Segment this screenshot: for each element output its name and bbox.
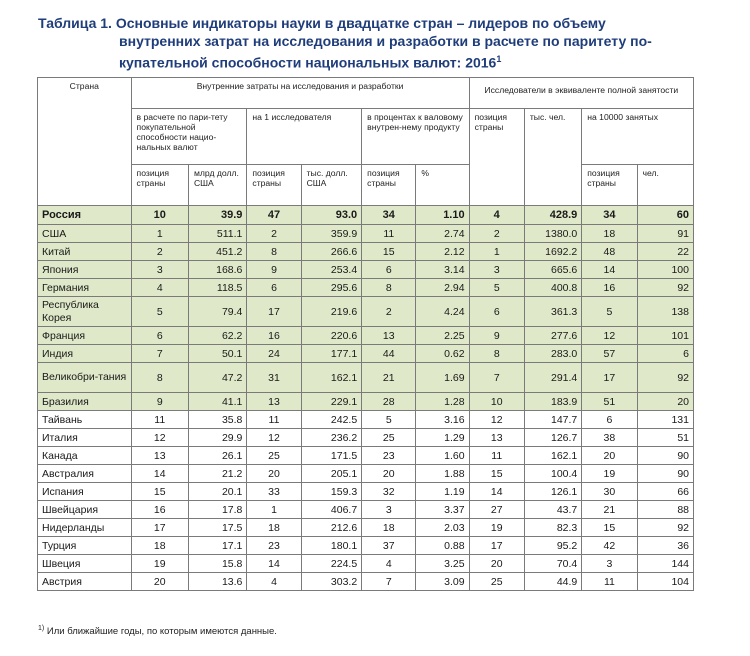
title-line-1: Таблица 1. Основные индикаторы науки в двадцатке стран – лидеров по объему xyxy=(38,15,606,31)
table-row: Китай 2 451.2 8 266.6 15 2.12 1 1692.2 48 22 xyxy=(38,243,694,261)
table-row: Италия 12 29.9 12 236.2 25 1.29 13 126.7 38 51 xyxy=(38,429,694,447)
header-ppp: в расчете по пари-тету покупательной способности нацио-нальных валют xyxy=(131,109,247,165)
table-row: Нидерланды 17 17.5 18 212.6 18 2.03 19 82.3 15 92 xyxy=(38,519,694,537)
title-label: Таблица 1. xyxy=(38,15,112,31)
header-per-pos: позиция страны xyxy=(247,165,301,206)
header-researchers-thousand: тыс. чел. xyxy=(524,109,581,206)
country-cell: Австралия xyxy=(38,465,132,483)
header-emp-pos: позиция страны xyxy=(582,165,637,206)
country-cell: Индия xyxy=(38,345,132,363)
title-line-3: купательной способности национальных валют: 2016$^1$ xyxy=(119,54,502,71)
header-percent: % xyxy=(416,165,469,206)
country-cell: Канада xyxy=(38,447,132,465)
header-per-10000: на 10000 занятых xyxy=(582,109,694,165)
table-row: Бразилия 9 41.1 13 229.1 28 1.28 10 183.9 51 20 xyxy=(38,393,694,411)
indicators-table xyxy=(37,77,694,591)
table-row: Республика Корея 5 79.4 17 219.6 2 4.24 6 361.3 5 138 xyxy=(38,297,694,327)
header-country: Страна xyxy=(38,78,132,206)
country-cell: Россия xyxy=(38,206,132,225)
table-row: Россия 10 39.9 47 93.0 34 1.10 4 428.9 34 60 xyxy=(38,206,694,225)
header-researchers-pos: позиция страны xyxy=(469,109,524,206)
country-cell: Республика Корея xyxy=(38,297,132,327)
footnote: $^{1)}$ Или ближайшие годы, по которым имеются данные. xyxy=(38,625,277,638)
header-exp-pos: позиция страны xyxy=(131,165,188,206)
header-researchers-group: Исследователи в эквиваленте полной занятости xyxy=(469,78,693,109)
country-cell: Швеция xyxy=(38,555,132,573)
header-pct-gdp: в процентах к валовому внутрен-нему продукту xyxy=(362,109,469,165)
country-cell: Нидерланды xyxy=(38,519,132,537)
header-bln-usd: млрд долл. США xyxy=(188,165,246,206)
country-cell: Бразилия xyxy=(38,393,132,411)
country-cell: США xyxy=(38,225,132,243)
table-row: Тайвань 11 35.8 11 242.5 5 3.16 12 147.7 6 131 xyxy=(38,411,694,429)
country-cell: Германия xyxy=(38,279,132,297)
country-cell: Китай xyxy=(38,243,132,261)
country-cell: Япония xyxy=(38,261,132,279)
table-row: Великобри-тания 8 47.2 31 162.1 21 1.69 7 291.4 17 92 xyxy=(38,363,694,393)
country-cell: Великобри-тания xyxy=(38,363,132,393)
table-row: Канада 13 26.1 25 171.5 23 1.60 11 162.1 20 90 xyxy=(38,447,694,465)
header-expenditure-group: Внутренние затраты на исследования и разработки xyxy=(131,78,469,109)
country-cell: Австрия xyxy=(38,573,132,591)
country-cell: Тайвань xyxy=(38,411,132,429)
header-persons: чел. xyxy=(637,165,693,206)
header-per-researcher: на 1 исследователя xyxy=(247,109,362,165)
table-row: Турция 18 17.1 23 180.1 37 0.88 17 95.2 42 36 xyxy=(38,537,694,555)
country-cell: Турция xyxy=(38,537,132,555)
header-th-usd: тыс. долл. США xyxy=(301,165,362,206)
table-row: Австралия 14 21.2 20 205.1 20 1.88 15 100.4 19 90 xyxy=(38,465,694,483)
country-cell: Италия xyxy=(38,429,132,447)
country-cell: Испания xyxy=(38,483,132,501)
header-gdp-pos: позиция страны xyxy=(362,165,416,206)
table-row: Швейцария 16 17.8 1 406.7 3 3.37 27 43.7 21 88 xyxy=(38,501,694,519)
country-cell: Швейцария xyxy=(38,501,132,519)
table-row: Швеция 19 15.8 14 224.5 4 3.25 20 70.4 3 144 xyxy=(38,555,694,573)
table-row: Япония 3 168.6 9 253.4 6 3.14 3 665.6 14 100 xyxy=(38,261,694,279)
table-row: США 1 511.1 2 359.9 11 2.74 2 1380.0 18 91 xyxy=(38,225,694,243)
country-cell: Франция xyxy=(38,327,132,345)
table-row: Франция 6 62.2 16 220.6 13 2.25 9 277.6 12 101 xyxy=(38,327,694,345)
table-row: Австрия 20 13.6 4 303.2 7 3.09 25 44.9 11 104 xyxy=(38,573,694,591)
table-title xyxy=(38,14,718,72)
table-row: Германия 4 118.5 6 295.6 8 2.94 5 400.8 16 92 xyxy=(38,279,694,297)
table-row: Испания 15 20.1 33 159.3 32 1.19 14 126.1 30 66 xyxy=(38,483,694,501)
table-row: Индия 7 50.1 24 177.1 44 0.62 8 283.0 57 6 xyxy=(38,345,694,363)
title-line-2: внутренних затрат на исследования и разработки в расчете по паритету по- xyxy=(119,33,652,49)
